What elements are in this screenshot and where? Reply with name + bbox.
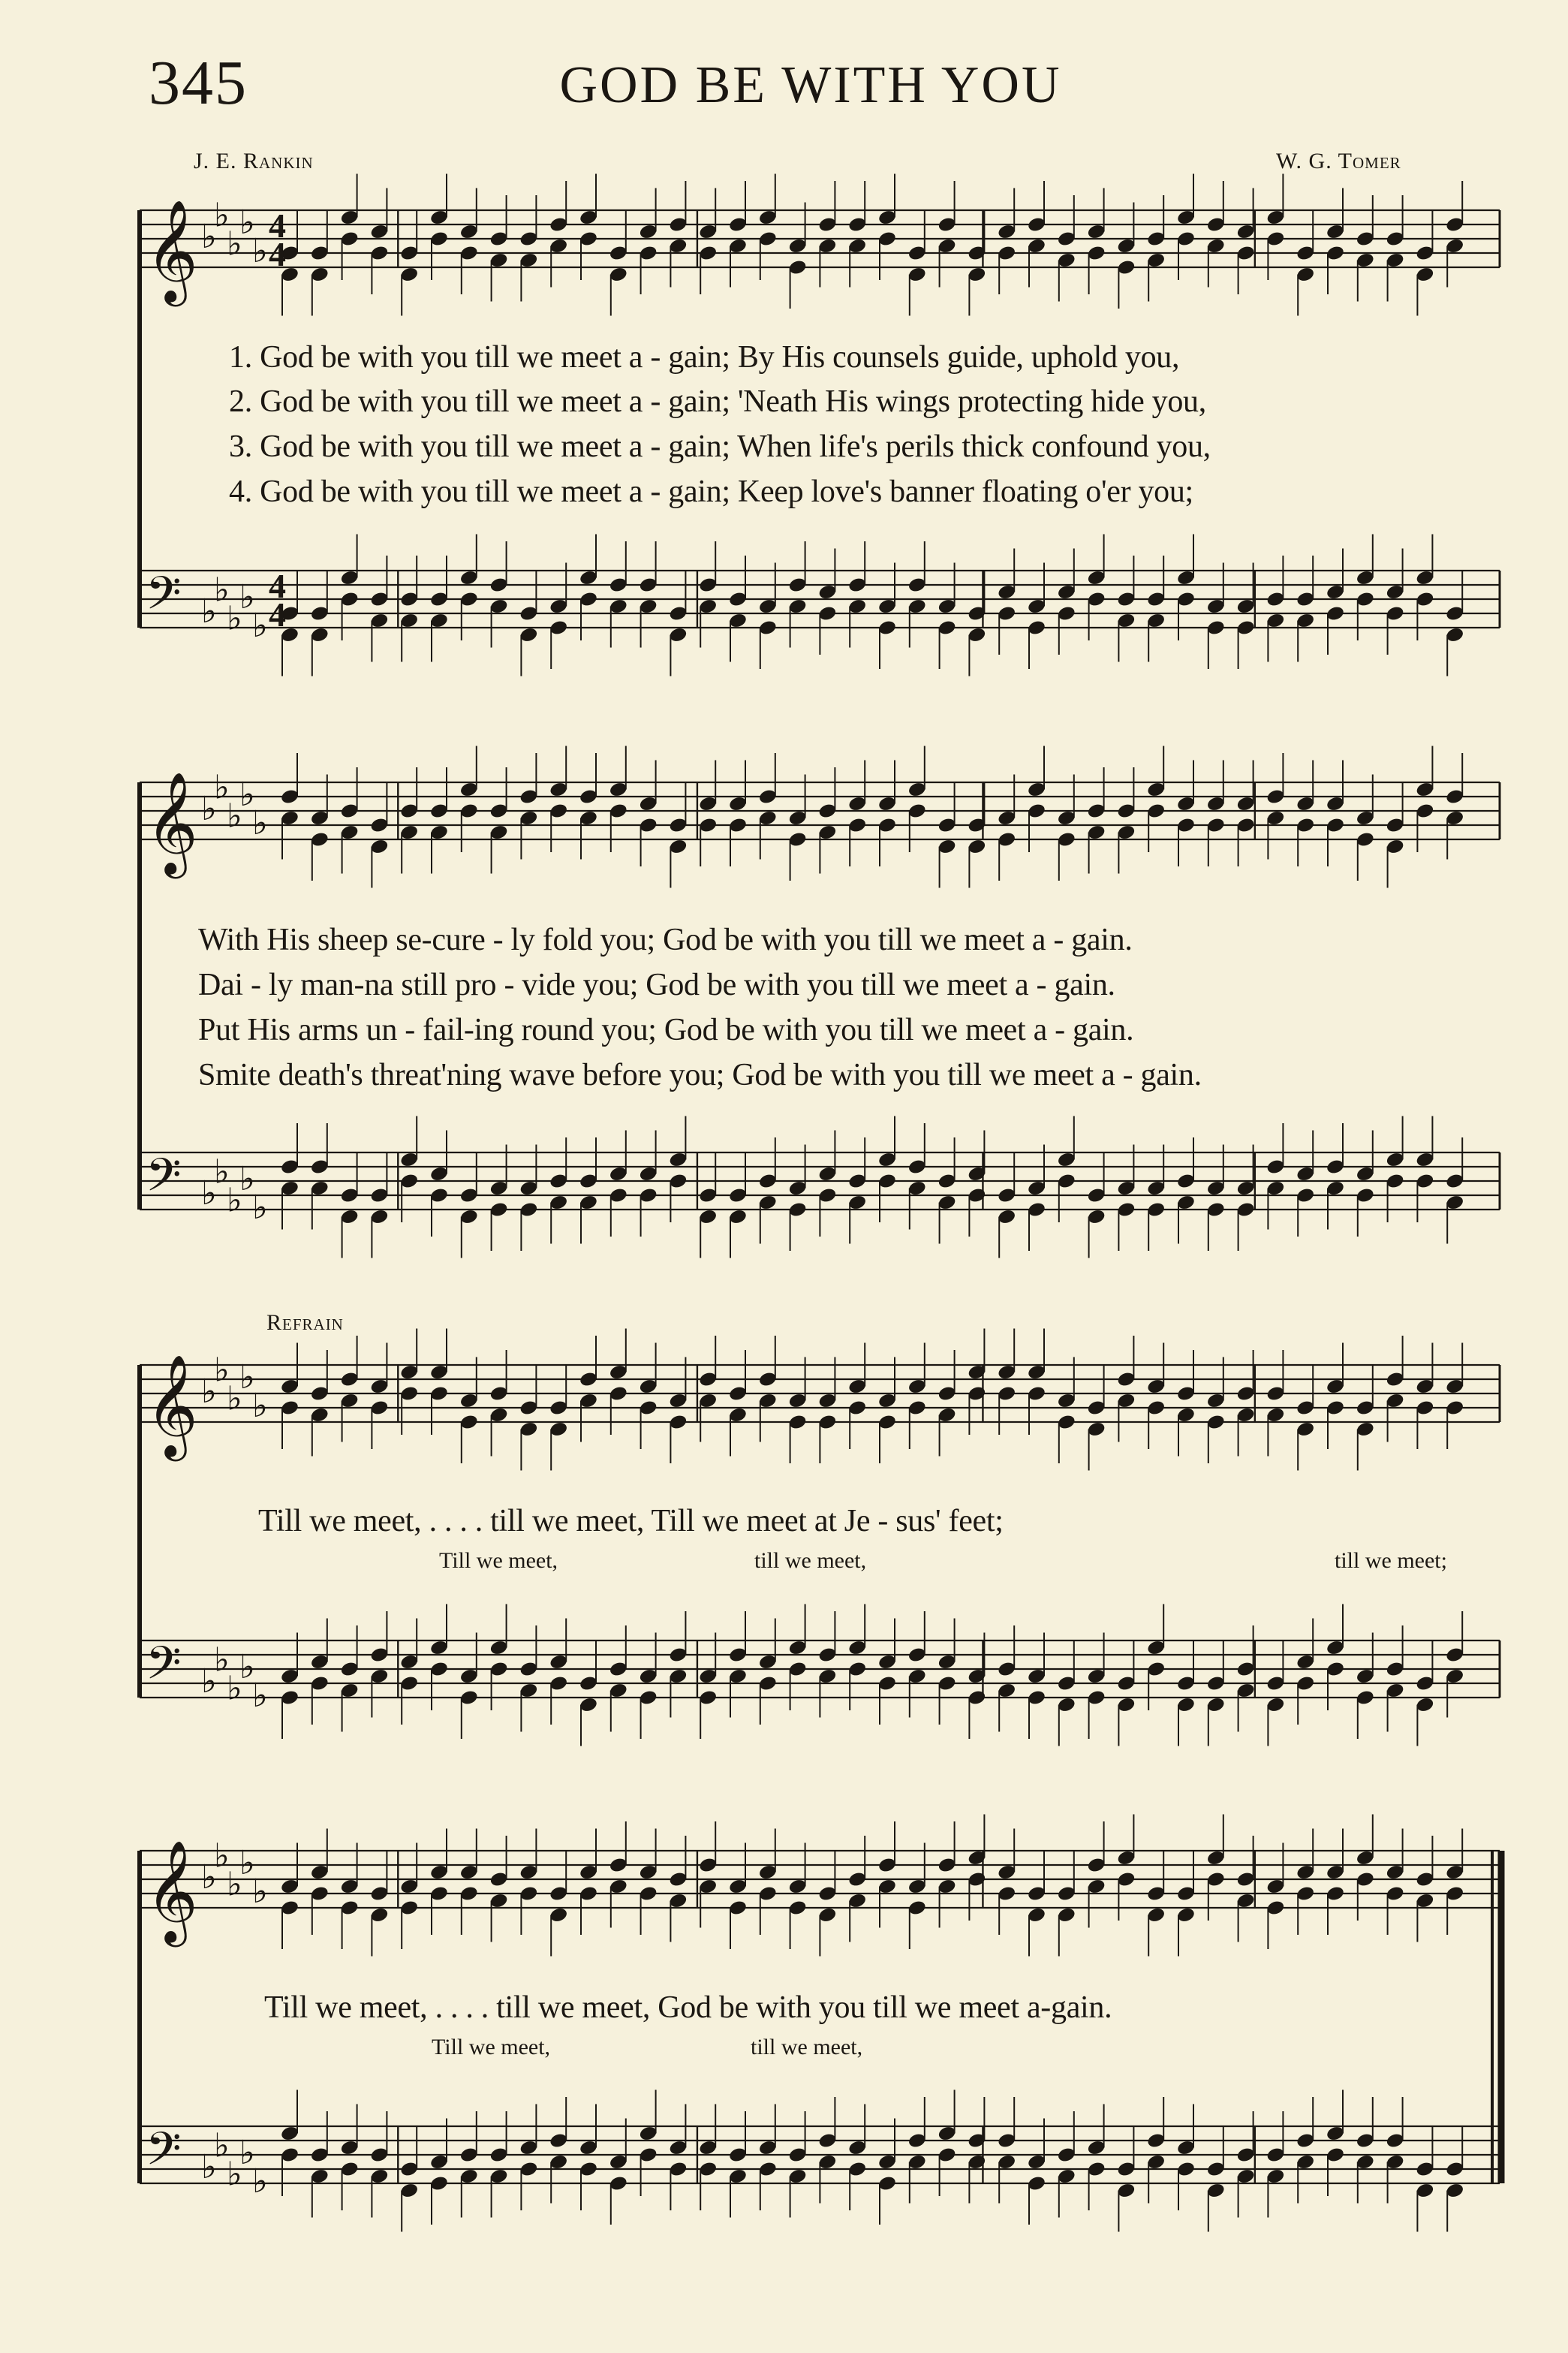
verse-4-line-1: 4. God be with you till we meet a - gain; Keep love's banner floating o'er you; [229,475,1193,509]
flat-icon: ♭ [252,607,268,645]
verse-3-line-2: Put His arms un - fail-ing round you; God be with you till we meet a - gain. [198,1013,1134,1047]
flat-icon: ♭ [227,1379,242,1418]
verse-2-line-2: Dai - ly man-na still pro - vide you; God be with you till we meet a - gain. [198,968,1115,1002]
refrain-line-2: Till we meet, . . . . till we meet, God be with you till we meet a-gain. [264,1990,1112,2025]
flat-icon: ♭ [201,2148,217,2186]
flat-icon: ♭ [214,196,230,235]
flat-icon: ♭ [239,578,255,616]
flat-icon: ♭ [252,232,268,270]
treble-clef-icon: 𝄞 [146,1353,198,1457]
composer-credit: W. G. Tomer [1276,149,1401,173]
bass-clef-icon: 𝄢 [146,1149,182,1213]
flat-icon: ♭ [227,797,242,836]
verse-3-line-1: 3. God be with you till we meet a - gain; When life's perils thick confound you, [229,429,1211,464]
flat-icon: ♭ [214,1351,230,1390]
refrain-echo-2a: Till we meet, [432,2035,551,2059]
flat-icon: ♭ [201,218,217,256]
flat-icon: ♭ [227,2155,242,2194]
flat-icon: ♭ [201,1372,217,1411]
refrain-line-1: Till we meet, . . . . till we meet, Till we meet at Je - sus' feet; [258,1504,1004,1538]
flat-icon: ♭ [201,1858,217,1897]
refrain-echo-1c: till we meet; [1335,1548,1447,1573]
verse-2-line-1: 2. God be with you till we meet a - gain; 'Neath His wings protecting hide you, [229,384,1206,419]
flat-icon: ♭ [201,1662,217,1701]
time-signature-digit: 4 [269,595,286,634]
flat-icon: ♭ [214,768,230,807]
flat-icon: ♭ [227,1669,242,1708]
flat-icon: ♭ [252,1387,268,1425]
refrain-label: Refrain [266,1310,344,1335]
hymn-number: 345 [149,48,248,118]
flat-icon: ♭ [252,1189,268,1227]
flat-icon: ♭ [214,1152,230,1192]
verse-1-line-2: With His sheep se-cure - ly fold you; God be with you till we meet a - gain. [198,923,1133,957]
flat-icon: ♭ [214,1836,230,1875]
treble-clef-icon: 𝄞 [146,198,198,302]
flat-icon: ♭ [214,571,230,610]
treble-clef-icon: 𝄞 [146,1839,198,1942]
lyricist-credit: J. E. Rankin [194,149,314,173]
bass-clef-icon: 𝄢 [146,1637,182,1701]
flat-icon: ♭ [252,2162,268,2201]
flat-icon: ♭ [239,1844,255,1882]
time-signature-digit: 4 [269,567,286,605]
flat-icon: ♭ [227,224,242,264]
flat-icon: ♭ [201,790,217,828]
time-signature-digit: 4 [269,235,286,273]
refrain-echo-1b: till we meet, [754,1548,867,1573]
flat-icon: ♭ [214,1640,230,1680]
flat-icon: ♭ [252,1677,268,1715]
flat-icon: ♭ [239,2134,255,2172]
flat-icon: ♭ [227,1865,242,1904]
flat-icon: ♭ [239,776,255,814]
flat-icon: ♭ [201,1174,217,1213]
refrain-echo-1a: Till we meet, [439,1548,558,1573]
flat-icon: ♭ [239,1648,255,1686]
flat-icon: ♭ [227,1181,242,1220]
flat-icon: ♭ [239,203,255,242]
flat-icon: ♭ [252,804,268,842]
bass-clef-icon: 𝄢 [146,2123,182,2187]
time-signature-digit: 4 [269,206,286,245]
verse-4-line-2: Smite death's threat'ning wave before you; God be with you till we meet a - gain. [198,1058,1202,1092]
flat-icon: ♭ [227,599,242,638]
flat-icon: ♭ [252,1872,268,1911]
bass-clef-icon: 𝄢 [146,567,182,631]
hymn-title: GOD BE WITH YOU [559,56,1062,114]
flat-icon: ♭ [214,2126,230,2165]
flat-icon: ♭ [239,1160,255,1198]
flat-icon: ♭ [239,1358,255,1396]
flat-icon: ♭ [201,592,217,631]
treble-clef-icon: 𝄞 [146,770,198,874]
refrain-echo-2b: till we meet, [751,2035,863,2059]
verse-1-line-1: 1. God be with you till we meet a - gain; By His counsels guide, uphold you, [229,340,1180,375]
